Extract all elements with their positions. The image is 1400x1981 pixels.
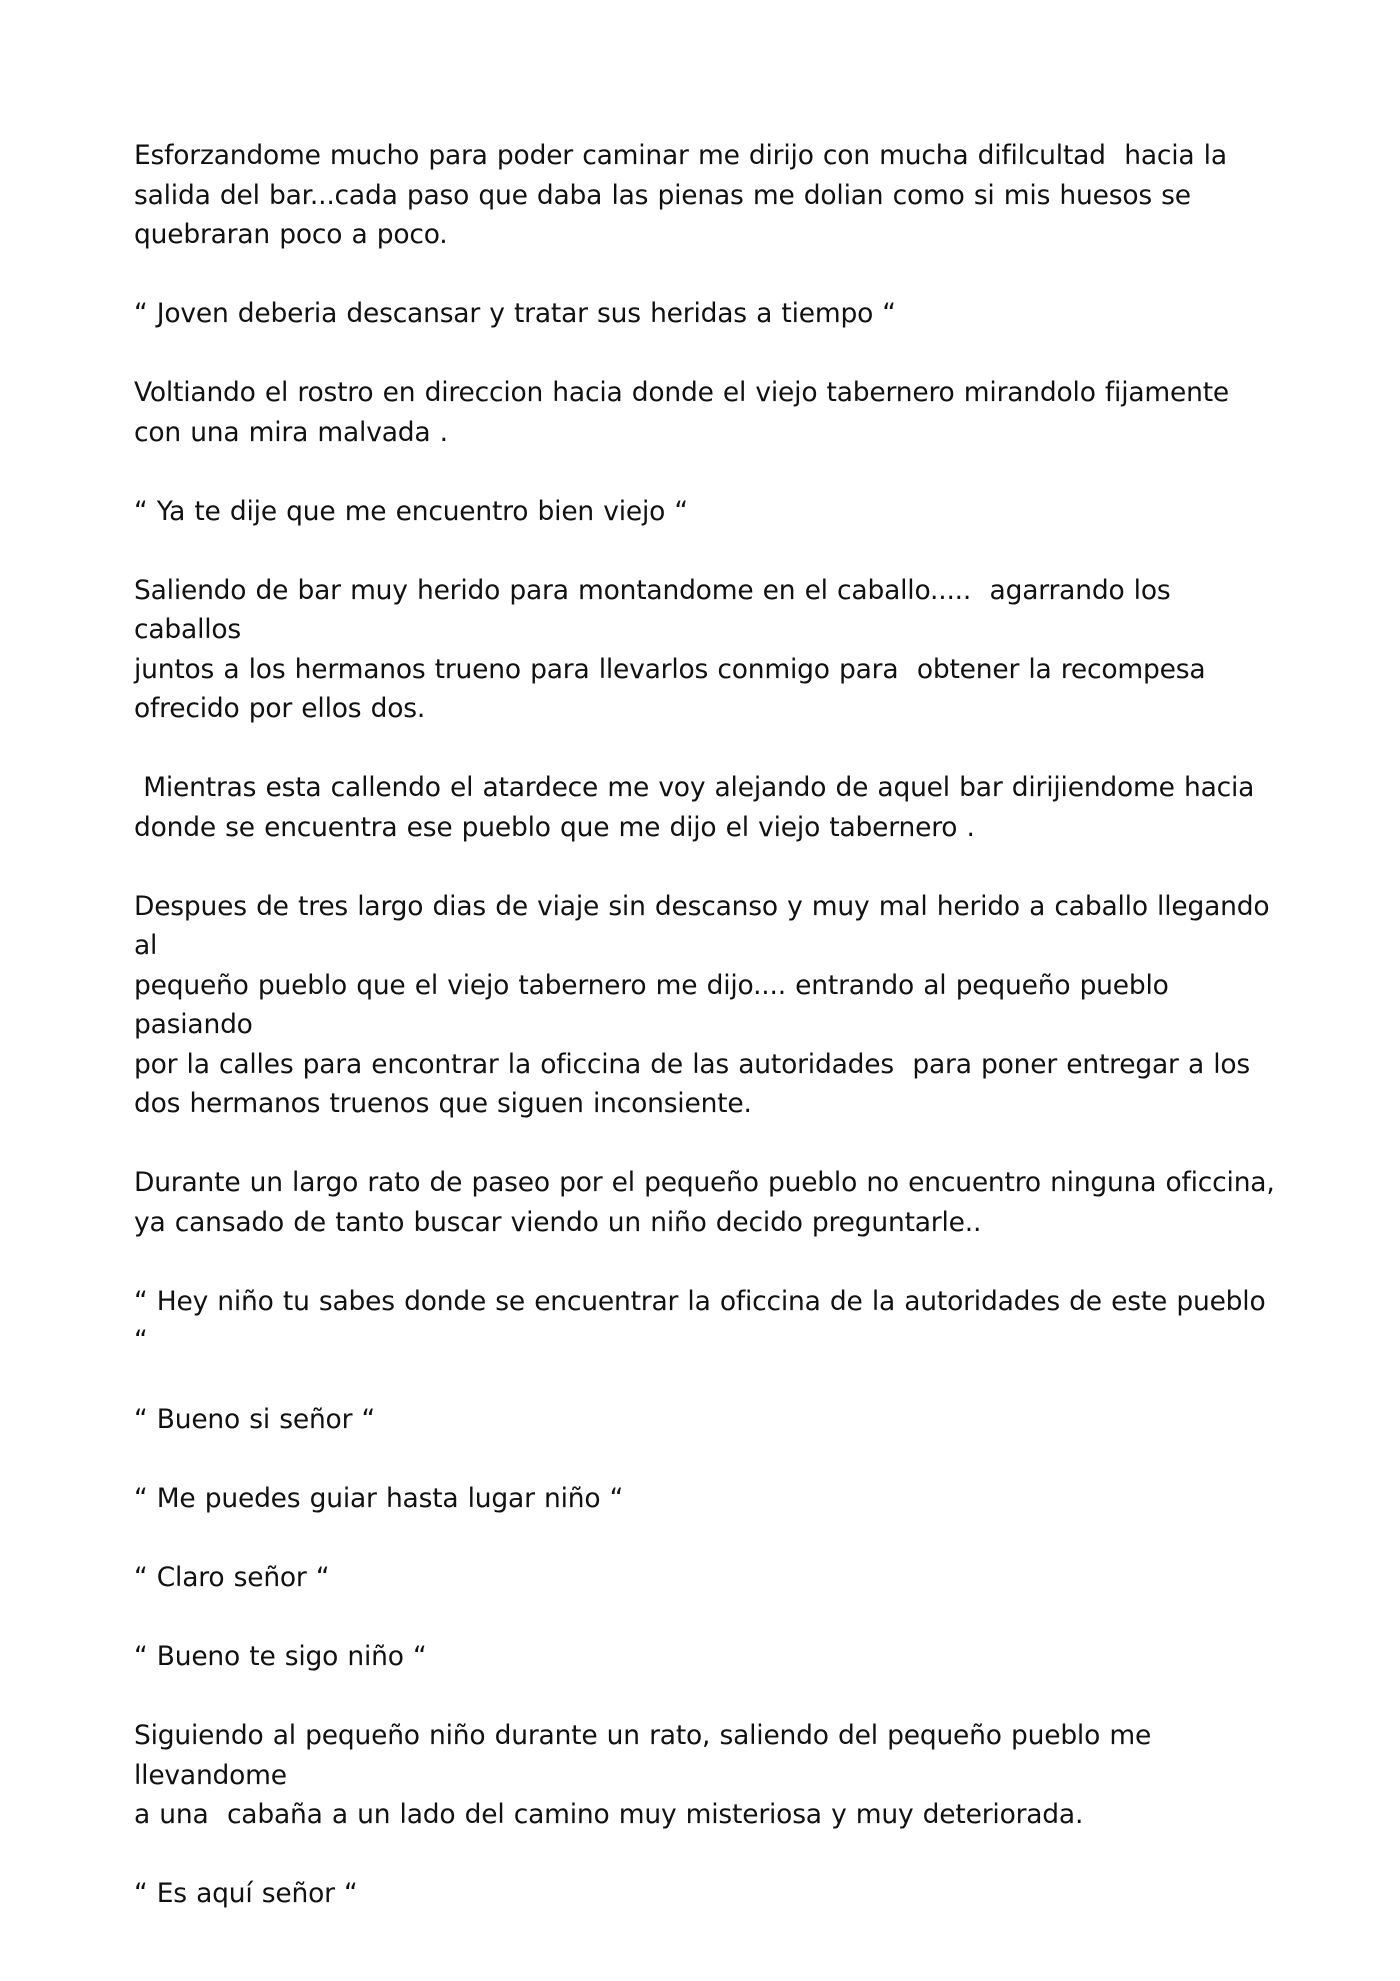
dialogue-line: “ Bueno te sigo niño “ xyxy=(134,1641,427,1672)
dialogue-line: “ Claro señor “ xyxy=(134,1562,330,1593)
paragraph: Saliendo de bar muy herido para montandome en el caballo..... agarrando los caballos juntos a los hermanos trueno para llevarlos conmigo para obtener la recompesa ofrecido por ellos dos. xyxy=(134,574,1206,724)
story-text xyxy=(134,136,1284,1914)
paragraph: Mientras esta callendo el atardece me voy alejando de aquel bar dirijiendome hacia donde se encuentra ese pueblo que me dijo el viejo tabernero . xyxy=(134,772,1255,843)
paragraph: Voltiando el rostro en direccion hacia donde el viejo tabernero mirandolo fijamente con una mira malvada . xyxy=(134,377,1230,448)
dialogue-line: “ Me puedes guiar hasta lugar niño “ xyxy=(134,1483,624,1514)
dialogue-line: “ Es aquí señor “ xyxy=(134,1878,358,1909)
dialogue-line: “ Hey niño tu sabes donde se encuentrar la oficcina de la autoridades de este pueblo “ xyxy=(134,1285,1275,1356)
paragraph: Siguiendo al pequeño niño durante un rato, saliendo del pequeño pueblo me llevandome a una cabaña a un lado del camino muy misteriosa y muy deteriorada. xyxy=(134,1720,1152,1830)
dialogue-line: “ Bueno si señor “ xyxy=(134,1404,376,1435)
paragraph: Esforzandome mucho para poder caminar me dirijo con mucha difilcultad hacia la salida del bar...cada paso que daba las pienas me dolian como si mis huesos se quebraran poco a poco. xyxy=(134,140,1227,250)
dialogue-line: “ Ya te dije que me encuentro bien viejo “ xyxy=(134,495,688,527)
dialogue-line: “ Joven deberia descansar y tratar sus heridas a tiempo “ xyxy=(134,298,896,329)
paragraph: Durante un largo rato de paseo por el pequeño pueblo no encuentro ninguna oficcina, ya cansado de tanto buscar viendo un niño decido preguntarle.. xyxy=(134,1167,1275,1238)
paragraph: Despues de tres largo dias de viaje sin descanso y muy mal herido a caballo llegando al pequeño pueblo que el viejo tabernero me dijo.... entrando al pequeño pueblo pasiando por la calles para encontrar la oficcina de las autoridades para poner entregar a los dos hermanos truenos que siguen inconsiente. xyxy=(134,890,1270,1119)
